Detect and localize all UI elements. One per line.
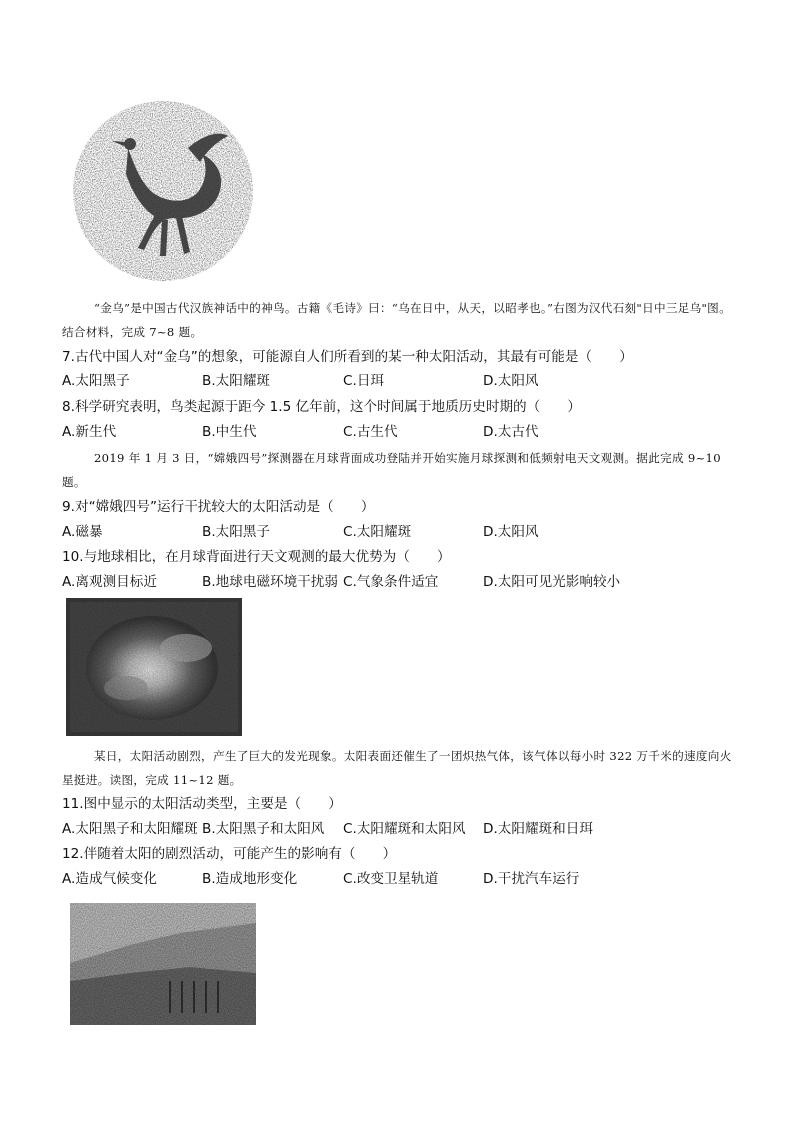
solar-flare-photo [66,598,242,736]
question-11-stem: 11.图中显示的太阳活动类型，主要是（ ） [62,796,342,812]
q7-option-d[interactable]: D.太阳风 [483,373,539,389]
question-10-stem: 10.与地球相比，在月球背面进行天文观测的最大优势为（ ） [62,549,451,565]
q8-option-a[interactable]: A.新生代 [62,424,117,440]
q7-option-b[interactable]: B.太阳耀斑 [202,373,271,389]
stone-carving-crow-image [68,96,258,286]
q10-option-d[interactable]: D.太阳可见光影响较小 [483,574,621,590]
q9-option-d[interactable]: D.太阳风 [483,524,539,540]
question-8-stem: 8.科学研究表明，鸟类起源于距今 1.5 亿年前，这个时间属于地质历史时期的（ ） [62,399,582,415]
q11-option-b[interactable]: B.太阳黑子和太阳风 [202,821,325,837]
q10-option-b[interactable]: B.地球电磁环境干扰弱 [202,574,338,590]
q8-option-b[interactable]: B.中生代 [202,424,257,440]
q7-option-a[interactable]: A.太阳黑子 [62,373,130,389]
q8-option-d[interactable]: D.太古代 [483,424,539,440]
q12-option-d[interactable]: D.干扰汽车运行 [483,871,580,887]
q12-option-a[interactable]: A.造成气候变化 [62,871,157,887]
question-9-stem: 9.对“嫦娥四号”运行干扰较大的太阳活动是（ ） [62,499,375,515]
intro-paragraph-q11-12: 某日，太阳活动剧烈，产生了巨大的发光现象。太阳表面还催生了一团炽热气体，该气体以每小时 322 万千米的速度向火星挺进。读图，完成 11~12 题。 [62,749,732,787]
q7-option-c[interactable]: C.日珥 [343,373,385,389]
q11-option-c[interactable]: C.太阳耀斑和太阳风 [343,821,466,837]
landscape-photo [70,903,256,1025]
q8-option-c[interactable]: C.古生代 [343,424,398,440]
q9-option-b[interactable]: B.太阳黑子 [202,524,271,540]
q10-option-a[interactable]: A.离观测目标近 [62,574,157,590]
q10-option-c[interactable]: C.气象条件适宜 [343,574,439,590]
q11-option-a[interactable]: A.太阳黑子和太阳耀斑 [62,821,198,837]
q12-option-c[interactable]: C.改变卫星轨道 [343,871,439,887]
intro-paragraph-q7-8: “金乌”是中国古代汉族神话中的神鸟。古籍《毛诗》曰：“乌在日中，从天，以昭孝也。”右图为汉代石刻"日中三足乌"图。结合材料，完成 7~8 题。 [62,301,731,339]
q9-option-c[interactable]: C.太阳耀斑 [343,524,412,540]
q11-option-d[interactable]: D.太阳耀斑和日珥 [483,821,593,837]
question-12-stem: 12.伴随着太阳的剧烈活动，可能产生的影响有（ ） [62,846,397,862]
intro-paragraph-q9-10: 2019 年 1 月 3 日，“嫦娥四号”探测器在月球背面成功登陆并开始实施月球探测和低频射电天文观测。据此完成 9~10 题。 [62,451,721,489]
q9-option-a[interactable]: A.磁暴 [62,524,103,540]
q12-option-b[interactable]: B.造成地形变化 [202,871,298,887]
question-7-stem: 7.古代中国人对“金乌”的想象，可能源自人们所看到的某一种太阳活动，其最有可能是（ ） [62,349,633,365]
